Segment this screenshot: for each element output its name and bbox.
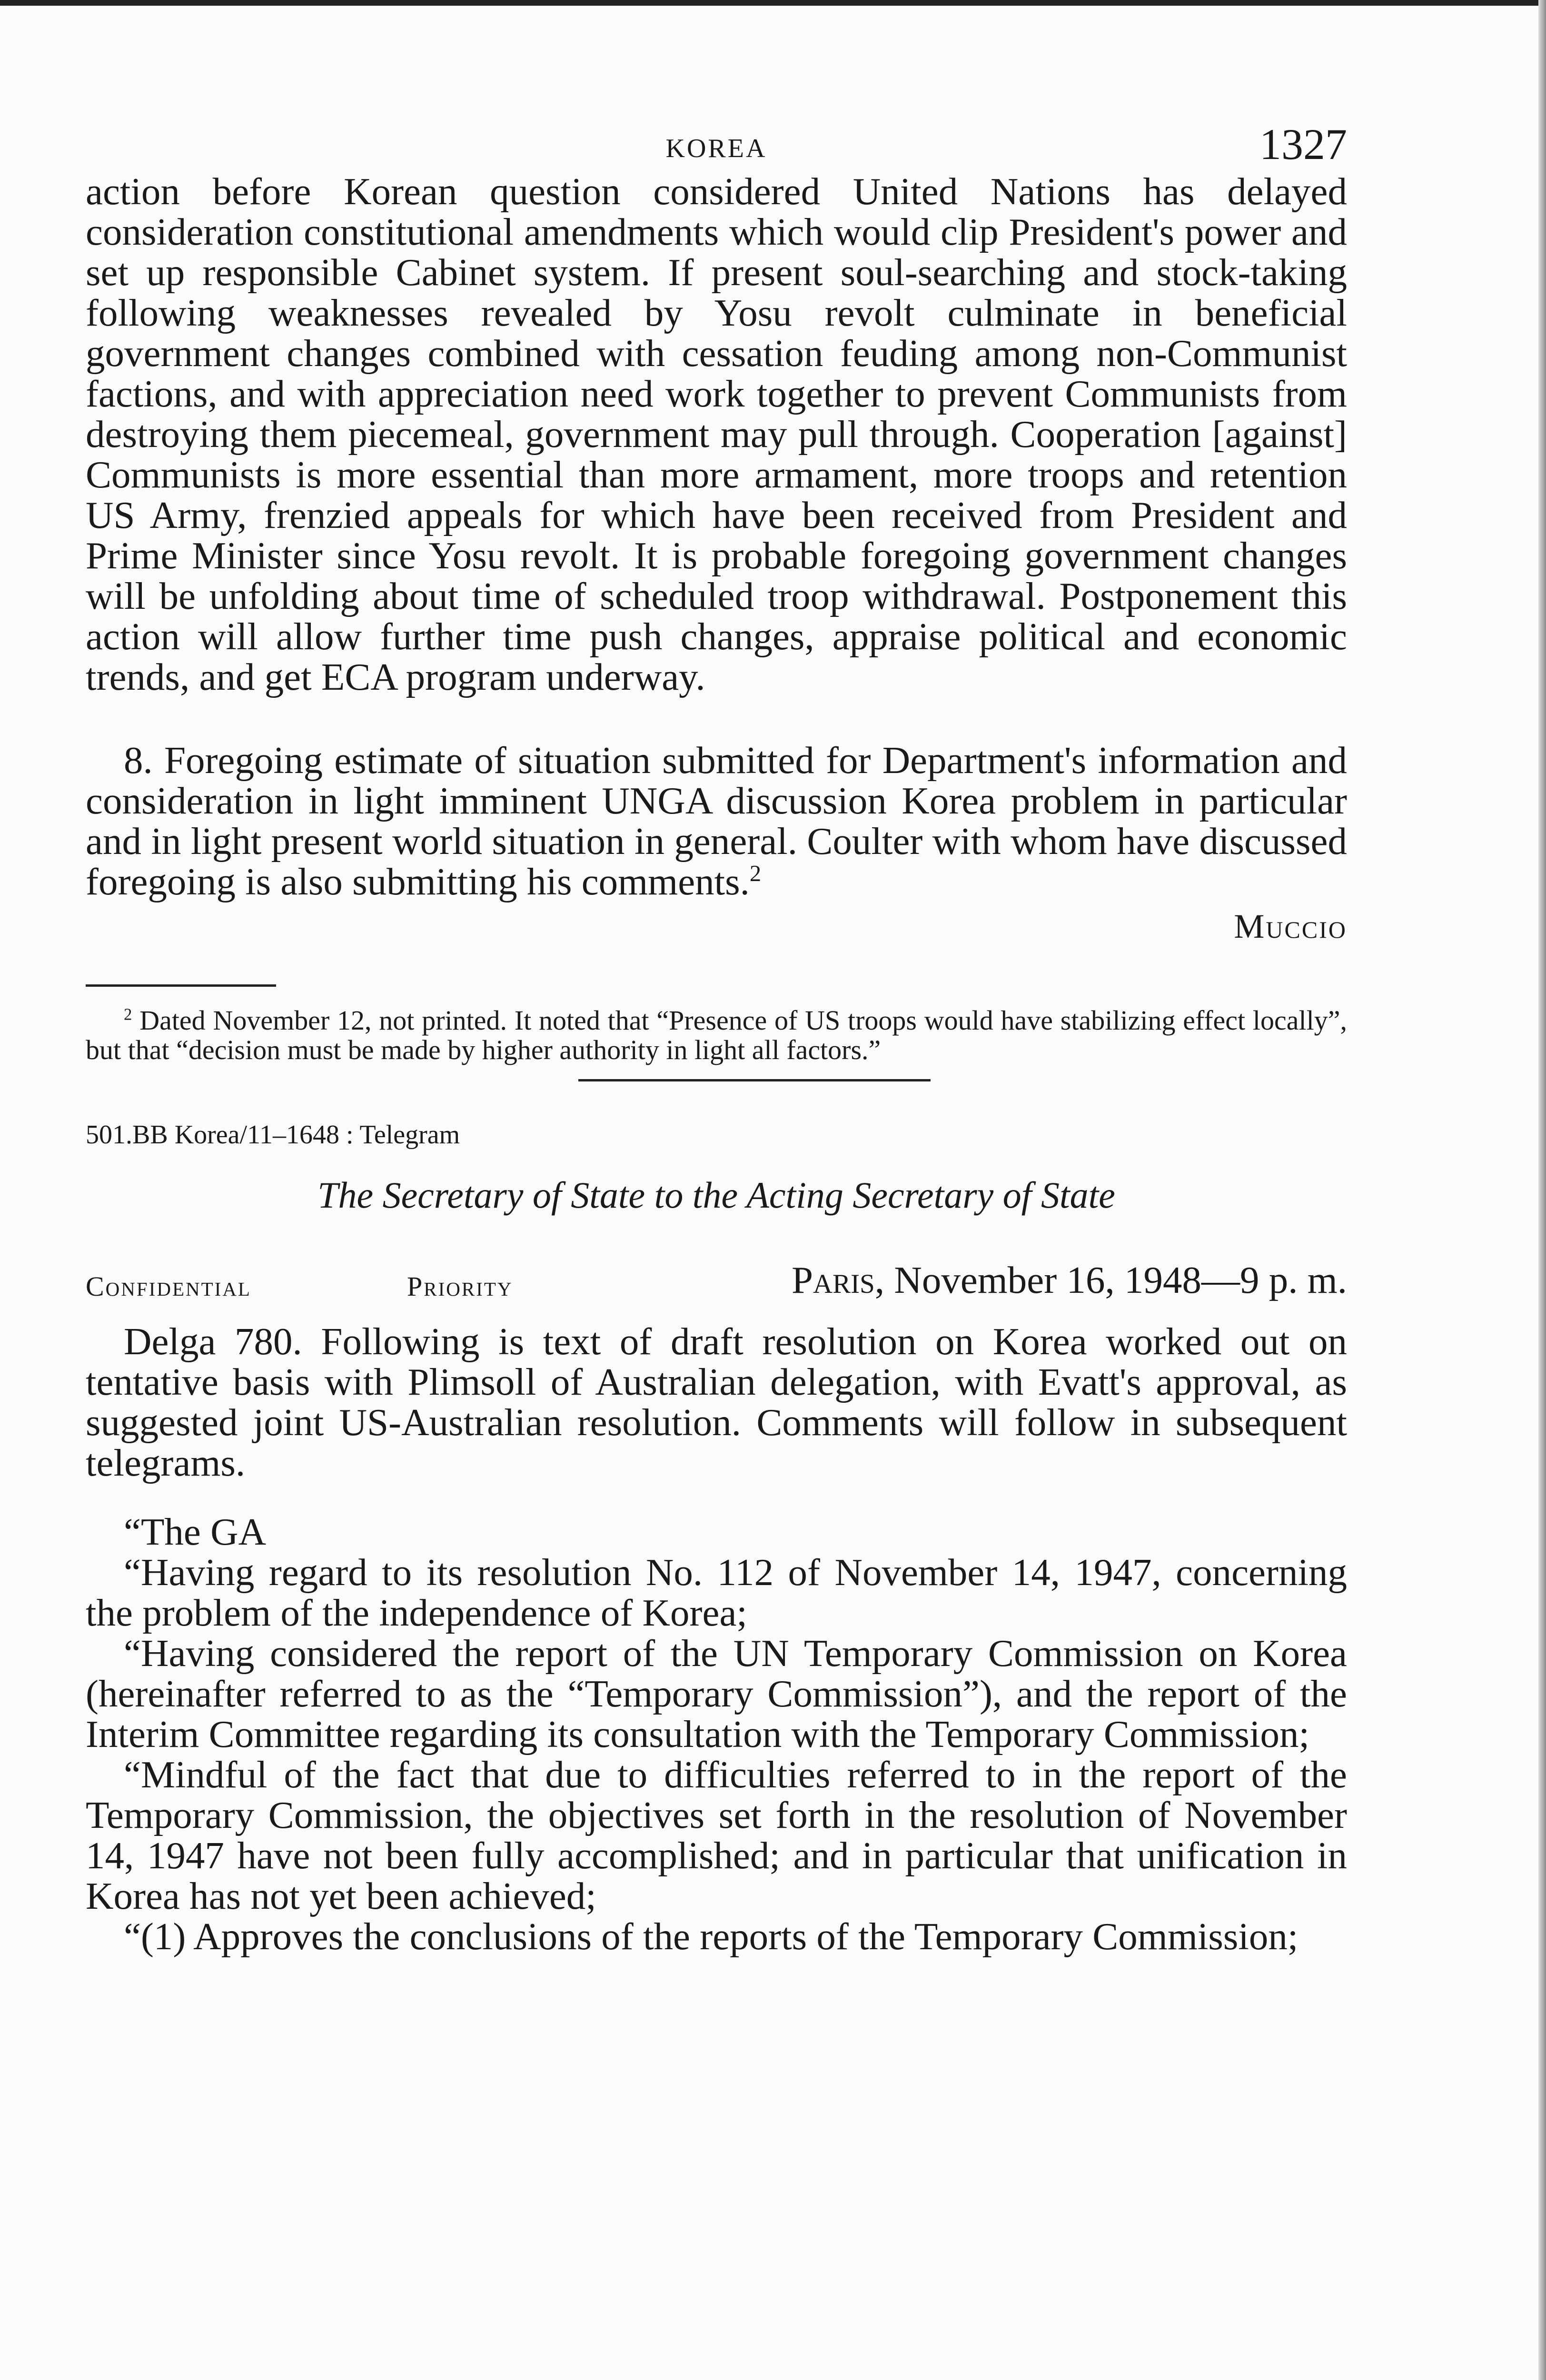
date: November 16, 1948—9 p. m. [884, 1259, 1347, 1301]
page-number: 1327 [1259, 120, 1347, 169]
signature: Muccio [1234, 907, 1347, 945]
document-title: The Secretary of State to the Acting Secretary of State [317, 1174, 1115, 1216]
footnote-rule [86, 984, 276, 987]
resolution-text [86, 1512, 1347, 1957]
paragraph-8 [86, 740, 1347, 902]
paragraph-8-text: 8. Foregoing estimate of situation submitted for Department's information and consideration in light imminent UNGA discussion Korea problem in particular and in light present world situation in general. Coulter with whom have discussed foregoing is also submitting his comments. [86, 739, 1347, 903]
page-edge-shadow [1538, 0, 1546, 2380]
footnote-reference: 2 [749, 861, 762, 886]
running-header [86, 109, 1347, 171]
footnote-marker: 2 [124, 1005, 132, 1024]
top-border-rule [0, 0, 1546, 6]
telegram-intro: Delga 780. Following is text of draft resolution on Korea worked out on tentative basis with Plimsoll of Australian delegation, with Evatt's approval, as suggested joint US-Australian resolution. Comments will follow in subsequent telegrams. [86, 1320, 1347, 1484]
footnote-text: Dated November 12, not printed. It noted that “Presence of US troops would have stabilizing effect locally”, but that “decision must be made by higher authority in light all factors.” [86, 1005, 1348, 1065]
resolution-line: “Having considered the report of the UN Temporary Commission on Korea (hereinafter referred to as the “Temporary Commission”), and the report of the Interim Committee regarding its consultation with the Temporary Commission; [86, 1632, 1347, 1755]
priority-label: Priority [407, 1271, 513, 1302]
footnote [86, 1006, 1347, 1065]
classification-line [86, 1255, 1347, 1302]
resolution-line: “Mindful of the fact that due to difficulties referred to in the report of the Temporary Commission, the objectives set forth in the resolution of November 14, 1947 have not been fully accomplished; and in particular that unification in Korea has not yet been achieved; [86, 1753, 1347, 1917]
continued-paragraph: action before Korean question considered United Nations has delayed consideration constitutional amendments which would clip President's power and set up responsible Cabinet system. If present soul-searching and stock-taking following weaknesses revealed by Yosu revolt culminate in beneficial government changes combined with cessation feuding among non-Communist factions, and with appreciation need work together to prevent Communists from destroying them piecemeal, government may pull through. Cooperation [against] Communists is more essential than more armament, more troops and retention US Army, frenzied appeals for which have been received from President and Prime Minister since Yosu revolt. It is probable foregoing government changes will be unfolding about time of scheduled troop withdrawal. Postponement this action will allow further time push changes, appraise political and economic trends, and get ECA program underway. [86, 170, 1347, 698]
classification-label: Confidential [86, 1271, 251, 1302]
section-divider [578, 1079, 931, 1081]
resolution-line: “Having regard to its resolution No. 112 of November 14, 1947, concerning the problem of the independence of Korea; [86, 1551, 1347, 1634]
file-reference: 501.BB Korea/11–1648 : Telegram [86, 1120, 460, 1150]
resolution-line: “(1) Approves the conclusions of the reports of the Temporary Commission; [124, 1915, 1298, 1958]
resolution-line: “The GA [124, 1510, 267, 1553]
place: Paris, [791, 1259, 885, 1301]
place-date [792, 1258, 1347, 1302]
running-title: KOREA [665, 134, 767, 163]
document-page [86, 109, 1347, 1957]
